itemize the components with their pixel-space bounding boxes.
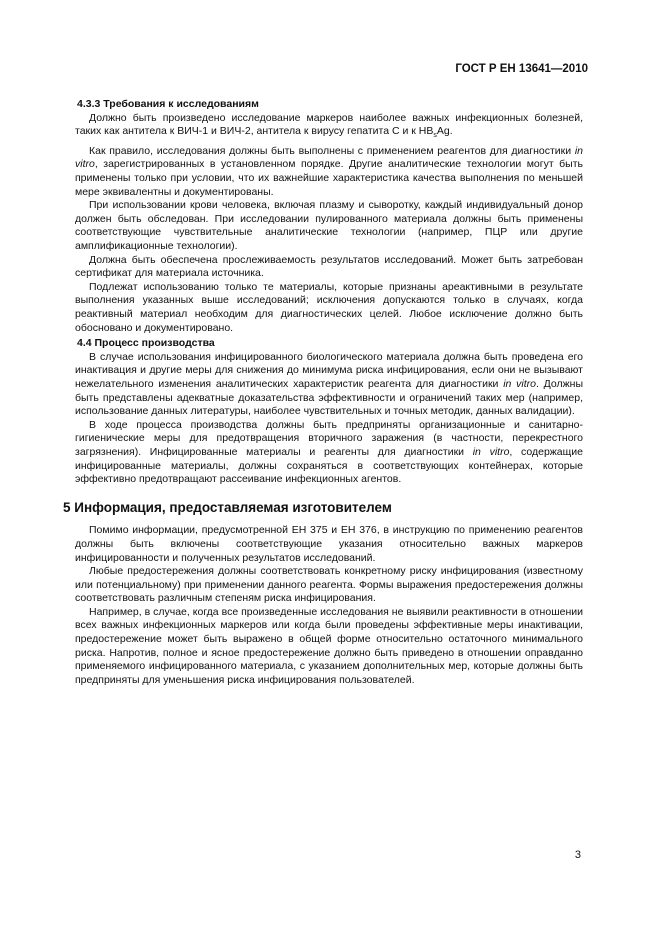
paragraph: Как правило, исследования должны быть выполнены с применением реагентов для диагностики in vitro, зарегистрированных в установленном порядке. Другие аналитические технологии могут быть применены только при условии, что их важнейшие характеристика качества выполнения по меньшей мере эквивалентны и документированы. [75, 144, 583, 198]
paragraph: Подлежат использованию только те материалы, которые признаны ареактивными в результате выполнения указанных выше исследований; исключения допускаются только в случаях, когда реактивный материал необходим для диагностических целей. Любое исключение должно быть обосновано и документировано. [75, 280, 583, 334]
paragraph: Должно быть произведено исследование маркеров наиболее важных инфекционных болезней, таких как антитела к ВИЧ-1 и ВИЧ-2, антитела к вирусу гепатита С и к $НВ_sAg$. [75, 111, 583, 140]
paragraph: Любые предостережения должны соответствовать конкретному риску инфицирования (известному или потенциальному) при применении данного реагента. Формы выражения предостережения должны соответствовать различным степеням риска инфицирования. [75, 565, 583, 605]
section-heading-5: 5 Информация, предоставляемая изготовителем [63, 499, 392, 515]
paragraph: Должна быть обеспечена прослеживаемость результатов исследований. Может быть затребован сертификат для материала источника. [75, 253, 583, 280]
paragraph: Например, в случае, когда все произведенные исследования не выявили реактивности в отношении всех важных инфекционных маркеров или когда были проведены эффективные меры инактивации, предостережение может быть выражено в общей форме относительно остаточного минимального риска. Напротив, полное и ясное предостережение должно быть приведено в отношении оправданно применяемого инфицированного материала, с указанием дополнительных мер, которые должны быть предприняты для уменьшения риска инфицирования пользователей. [75, 605, 583, 686]
paragraph: В случае использования инфицированного биологического материала должна быть проведена его инактивация и другие меры для снижения до минимума риска инфицирования, если они не вызывают нежелательного изменения аналитических характеристик реагента для диагностики in vitro. Должны быть представлены адекватные доказательства эффективности и ограничений таких мер (например, использование данных литературы, наиболее чувствительных и точных методик, данных валидации). [75, 350, 583, 418]
section-heading-4-4: 4.4 Процесс производства [77, 337, 215, 350]
page-number: 3 [574, 849, 581, 861]
document-id: ГОСТ Р ЕН 13641—2010 [455, 63, 588, 75]
paragraph: При использовании крови человека, включая плазму и сыворотку, каждый индивидуальный донор должен быть обследован. При исследовании пулированного материала должны быть применены соответствующие чувствительные аналитические технологии (например, ПЦР или другие амплификационные технологии). [75, 199, 583, 253]
paragraph: Помимо информации, предусмотренной ЕН 375 и ЕН 376, в инструкцию по применению реагентов должны быть включены соответствующие указания относительно важных маркеров инфицированности и полученных результатов исследований. [75, 524, 583, 564]
paragraph: В ходе процесса производства должны быть предприняты организационные и санитарно-гигиенические меры для предотвращения вторичного заражения (в частности, перекрестного загрязнения). Инфицированные материалы и реагенты для диагностики in vitro, содержащие инфицированные материалы, должны сохраняться в соответствующих контейнерах, которые эффективно предотвращают рассеивание инфекционных агентов. [75, 418, 583, 486]
page-body [63, 98, 583, 687]
section-heading-4-3-3: 4.3.3 Требования к исследованиям [77, 98, 259, 110]
